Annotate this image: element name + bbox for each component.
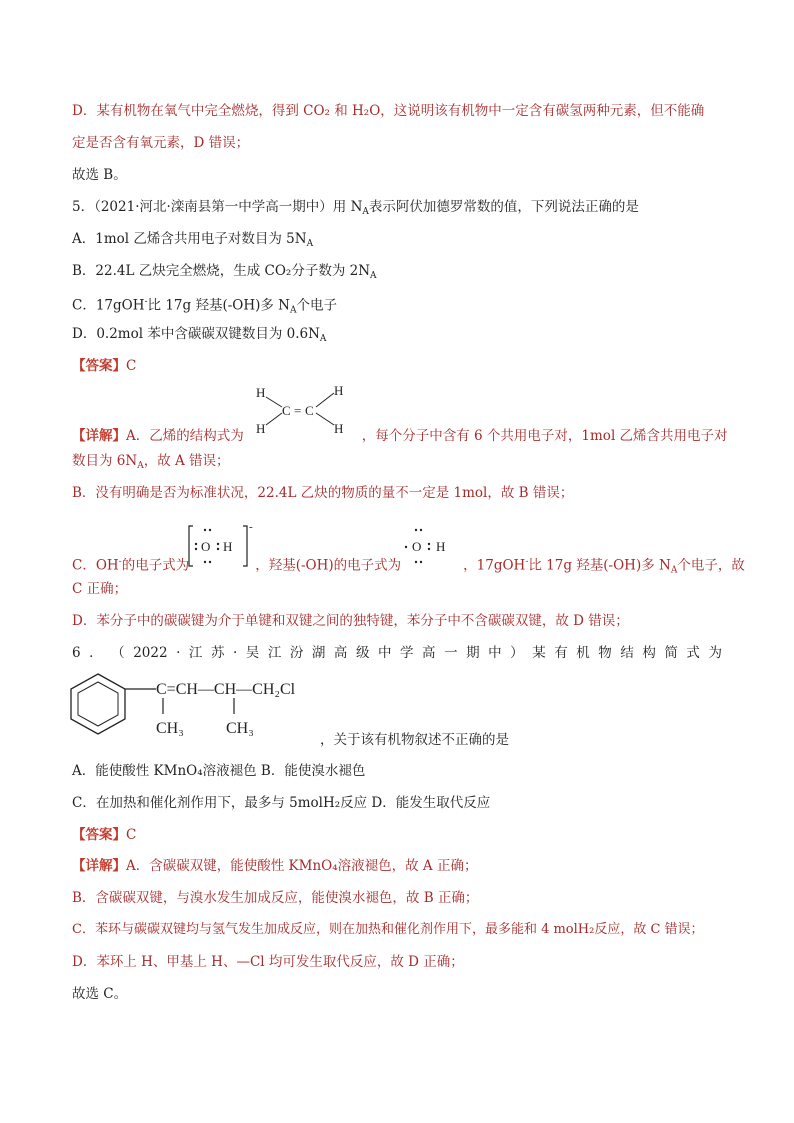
q6-stem-char: （: [111, 645, 125, 661]
q5-option-b: [72, 262, 377, 285]
q6-answer: [72, 826, 136, 844]
q5-stem-end: 表示阿伏加德罗常数的值，下列说法正确的是: [368, 199, 639, 215]
q5-option-a: [72, 230, 313, 253]
q6-stem-char: ）: [510, 645, 524, 661]
q5-detail-a3: 数目为 6N: [72, 453, 138, 469]
q5-detail-a3-sub: A: [137, 461, 144, 471]
hydroxide-charge: -: [249, 521, 253, 533]
q6-stem-char: 某: [532, 645, 546, 661]
q5-detail-a2: ，每个分子中含有 6 个共用电子对，1mol 乙烯含共用电子对: [361, 428, 728, 444]
q5-option-d-sub: A: [319, 334, 327, 344]
q5-option-c: [72, 293, 337, 320]
q6-stem-char: 结: [620, 645, 634, 661]
q6-stem-char: 6: [72, 645, 81, 661]
hydroxide-o: O: [201, 539, 211, 554]
q6-stem-char: 有: [554, 645, 568, 661]
q5-option-a-sub: A: [306, 239, 314, 249]
q5-detail-label: 【详解】: [72, 428, 126, 444]
q5-stem-text: 5．（2021·河北·滦南县第一中学高一期中）用 N: [72, 199, 363, 215]
q6-stem-char: 物: [598, 645, 612, 661]
ethylene-c1: C: [282, 403, 291, 418]
hydroxyl-o: O: [412, 539, 422, 554]
q6-stem-char: 2022: [133, 645, 168, 661]
q5-option-d-text: D．0.2mol 苯中含碳碳双键数目为 0.6N: [72, 326, 320, 342]
q5-detail-c1-sup: -: [118, 557, 122, 567]
q6-stem-end: ，关于该有机物叙述不正确的是: [320, 732, 509, 748]
q5-stem-sub: A: [362, 207, 369, 217]
q6-stem-char: 汾: [289, 645, 304, 661]
benzene-ring: [71, 674, 125, 734]
q6-stem-char: 苏: [210, 645, 225, 661]
q6-conclusion: 故选 C。: [72, 986, 128, 1002]
ethylene-h3: H: [334, 383, 344, 398]
q5-detail-c4-sup: -: [525, 557, 529, 567]
q6-stem-char: 为: [708, 645, 722, 661]
q6-chain: C=CH—CH—CH₂Cl: [156, 681, 296, 698]
q6-stem-char: 机: [576, 645, 590, 661]
ethylene-h1: H: [256, 385, 266, 400]
q6-stem-char: 一: [444, 645, 458, 661]
q6-stem-char: ·: [232, 645, 238, 661]
q6-stem-char: 江: [267, 645, 282, 661]
q5-detail-c5: 比 17g 羟基(-OH)多 N: [528, 557, 671, 574]
q6-stem-char: ·: [176, 645, 181, 661]
q5-stem: [72, 198, 639, 221]
q5-option-c-pre: C．17gOH: [72, 297, 145, 314]
q5-detail-c5-sub: A: [670, 565, 678, 576]
q5-detail-c-line2: C 正确；: [72, 581, 128, 597]
q5-answer-label: 【答案】: [72, 358, 126, 374]
hydroxyl-h: H: [436, 539, 446, 554]
q5-option-c-sub: A: [290, 305, 297, 316]
q6-detail-a: [72, 857, 477, 875]
q6-stem: [72, 644, 722, 662]
q6-stem-char: 江: [188, 645, 203, 661]
q6-stem-char: 湖: [311, 645, 326, 661]
q6-stem-char: 式: [686, 645, 700, 661]
hydroxide-h: H: [223, 539, 233, 554]
q5-detail-c3: ，羟基(-OH)的电子式为: [255, 557, 402, 574]
q6-detail-label: 【详解】: [72, 858, 126, 874]
q5-answer: [72, 357, 136, 375]
q6-answer-value: C: [126, 827, 137, 843]
q6-detail-a-text: A．含碳碳双键，能使酸性 KMnO₄溶液褪色，故 A 正确；: [126, 858, 478, 874]
q4-option-d-line2: 定是否含有氧元素，D 错误；: [72, 135, 250, 151]
q5-detail-c-line1: [72, 553, 745, 580]
q5-detail-a1: A．乙烯的结构式为: [126, 428, 244, 444]
q6-detail-b: B．含碳碳双键，与溴水发生加成反应，能使溴水褪色，故 B 正确；: [72, 890, 479, 906]
q6-stem-char: ．: [89, 645, 103, 661]
q6-stem-char: 级: [355, 645, 370, 661]
q4-option-d-line1: D．某有机物在氧气中完全燃烧，得到 CO₂ 和 H₂O，这说明该有机物中一定含有碳氢两种元素，但不能确: [72, 103, 705, 119]
q6-answer-label: 【答案】: [72, 827, 126, 843]
q6-detail-d: D．苯环上 H、甲基上 H、—Cl 均可发生取代反应，故 D 正确；: [72, 954, 464, 970]
q5-option-c-mid: 比 17g 羟基(-OH)多 N: [147, 297, 290, 314]
q6-methyl-1: CH₃: [156, 720, 184, 737]
q6-stem-char: 高: [333, 645, 348, 661]
q6-stem-char: 简: [664, 645, 678, 661]
q4-conclusion: 故选 B。: [72, 167, 127, 183]
ethylene-eq: =: [294, 403, 302, 418]
q5-option-d: [72, 325, 326, 348]
q5-detail-c4: ，17gOH: [463, 557, 526, 574]
q6-options-cd: C．在加热和催化剂作用下，最多与 5molH₂反应 D．能发生取代反应: [72, 795, 491, 811]
q5-option-b-text: B．22.4L 乙炔完全燃烧，生成 CO₂分子数为 2N: [72, 263, 371, 279]
q6-stem-char: 中: [488, 645, 502, 661]
q5-detail-a4: ，故 A 错误；: [143, 453, 230, 469]
q6-options-ab: A．能使酸性 KMnO₄溶液褪色 B．能使溴水褪色: [72, 763, 366, 779]
q6-stem-char: 吴: [245, 645, 260, 661]
q5-option-a-text: A．1mol 乙烯含共用电子对数目为 5N: [72, 231, 307, 247]
q6-stem-char: 期: [466, 645, 480, 661]
q5-detail-c2: 的电子式为: [121, 557, 190, 574]
q5-option-c-sup: -: [144, 297, 148, 307]
q6-stem-char: 学: [400, 645, 414, 661]
q5-detail-b: B．没有明确是否为标准状况，22.4L 乙炔的物质的量不一定是 1mol，故 B 错误；: [72, 485, 574, 501]
q6-detail-c: C．苯环与碳碳双键均与氢气发生加成反应，则在加热和催化剂作用下，最多能和 4 molH₂反应，故 C 错误；: [72, 922, 704, 937]
q6-stem-char: 中: [377, 645, 392, 661]
q5-option-c-end: 个电子: [296, 297, 337, 314]
q6-stem-char: 构: [642, 645, 656, 661]
q6-stem-char: 高: [422, 645, 436, 661]
q5-option-b-sub: A: [370, 271, 377, 281]
q5-answer-value: C: [126, 358, 137, 374]
ethylene-c2: C: [305, 403, 314, 418]
ethylene-h2: H: [256, 421, 266, 436]
q5-detail-a-line1: [72, 427, 728, 445]
ethylene-h4: H: [334, 421, 344, 436]
q5-detail-c6: 个电子，故: [677, 557, 745, 574]
q5-detail-d: D．苯分子中的碳碳键为介于单键和双键之间的独特键，苯分子中不含碳碳双键，故 D 错误；: [72, 613, 629, 629]
q5-detail-c1: C．OH: [72, 557, 119, 574]
q6-methyl-2: CH₃: [226, 720, 254, 737]
q5-detail-a-line2: [72, 452, 230, 475]
